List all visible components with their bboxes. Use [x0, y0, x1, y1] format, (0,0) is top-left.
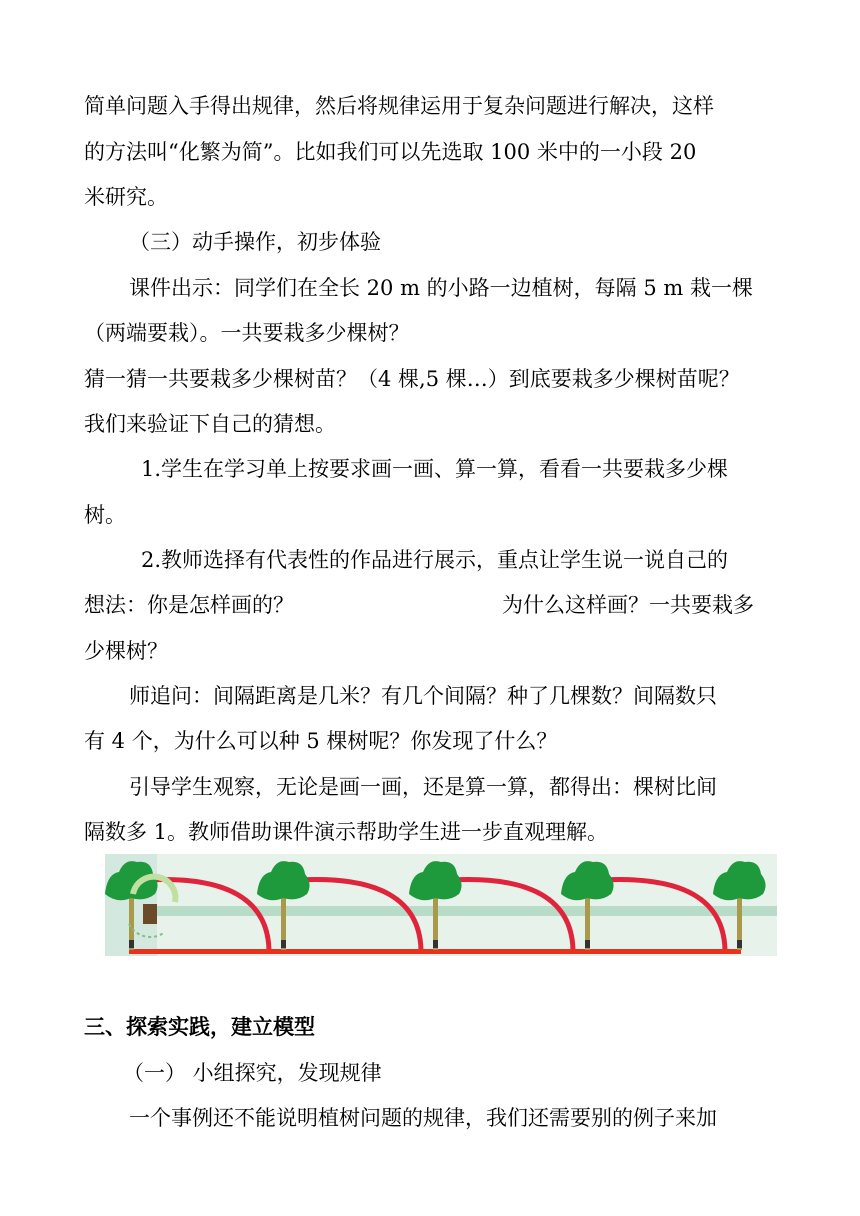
paragraph-line: 师追问：间隔距离是几米？有几个间隔？种了几棵数？间隔数只: [129, 684, 717, 708]
paragraph-line: 有 4 个，为什么可以种 5 棵树呢？你发现了什么？: [84, 729, 558, 753]
subheading: （一） 小组探究，发现规律: [123, 1061, 382, 1085]
paragraph-line: 课件出示：同学们在全长 20 m 的小路一边植树，每隔 5 m 栽一棵: [129, 276, 753, 300]
paragraph-line: 猜一猜一共要栽多少棵树苗？（4 棵,5 棵…）到底要栽多少棵树苗呢？: [84, 367, 740, 391]
paragraph-line: 隔数多 1。教师借助课件演示帮助学生进一步直观理解。: [84, 820, 609, 844]
tree-planting-figure: [105, 854, 777, 956]
section-heading: 三、探索实践，建立模型: [84, 1015, 315, 1039]
paragraph-line: 米研究。: [84, 185, 168, 209]
figure-band: [105, 906, 777, 916]
paragraph-line: 一个事例还不能说明植树问题的规律，我们还需要别的例子来加: [129, 1106, 717, 1130]
paragraph-line: 的方法叫“化繁为简”。比如我们可以先选取 100 米中的一小段 20: [84, 140, 697, 164]
paragraph-line: 我们来验证下自己的猜想。: [84, 412, 336, 436]
paragraph-line: 想法：你是怎样画的？: [84, 593, 294, 617]
paragraph-line: 引导学生观察，无论是画一画，还是算一算，都得出：棵树比间: [129, 775, 717, 799]
paragraph-line: 简单问题入手得出规律，然后将规律运用于复杂问题进行解决，这样: [84, 94, 714, 118]
paragraph-line: （两端要栽）。一共要栽多少棵树？: [84, 321, 410, 345]
paragraph-line: 2.教师选择有代表性的作品进行展示，重点让学生说一说自己的: [141, 548, 729, 572]
subheading: （三）动手操作，初步体验: [129, 230, 381, 254]
paragraph-line: 1.学生在学习单上按要求画一画、算一算，看看一共要栽多少棵: [141, 457, 729, 481]
paragraph-line: 树。: [84, 503, 126, 527]
paragraph-line: 少棵树？: [84, 639, 168, 663]
paragraph-line: 为什么这样画？一共要栽多: [502, 593, 754, 617]
